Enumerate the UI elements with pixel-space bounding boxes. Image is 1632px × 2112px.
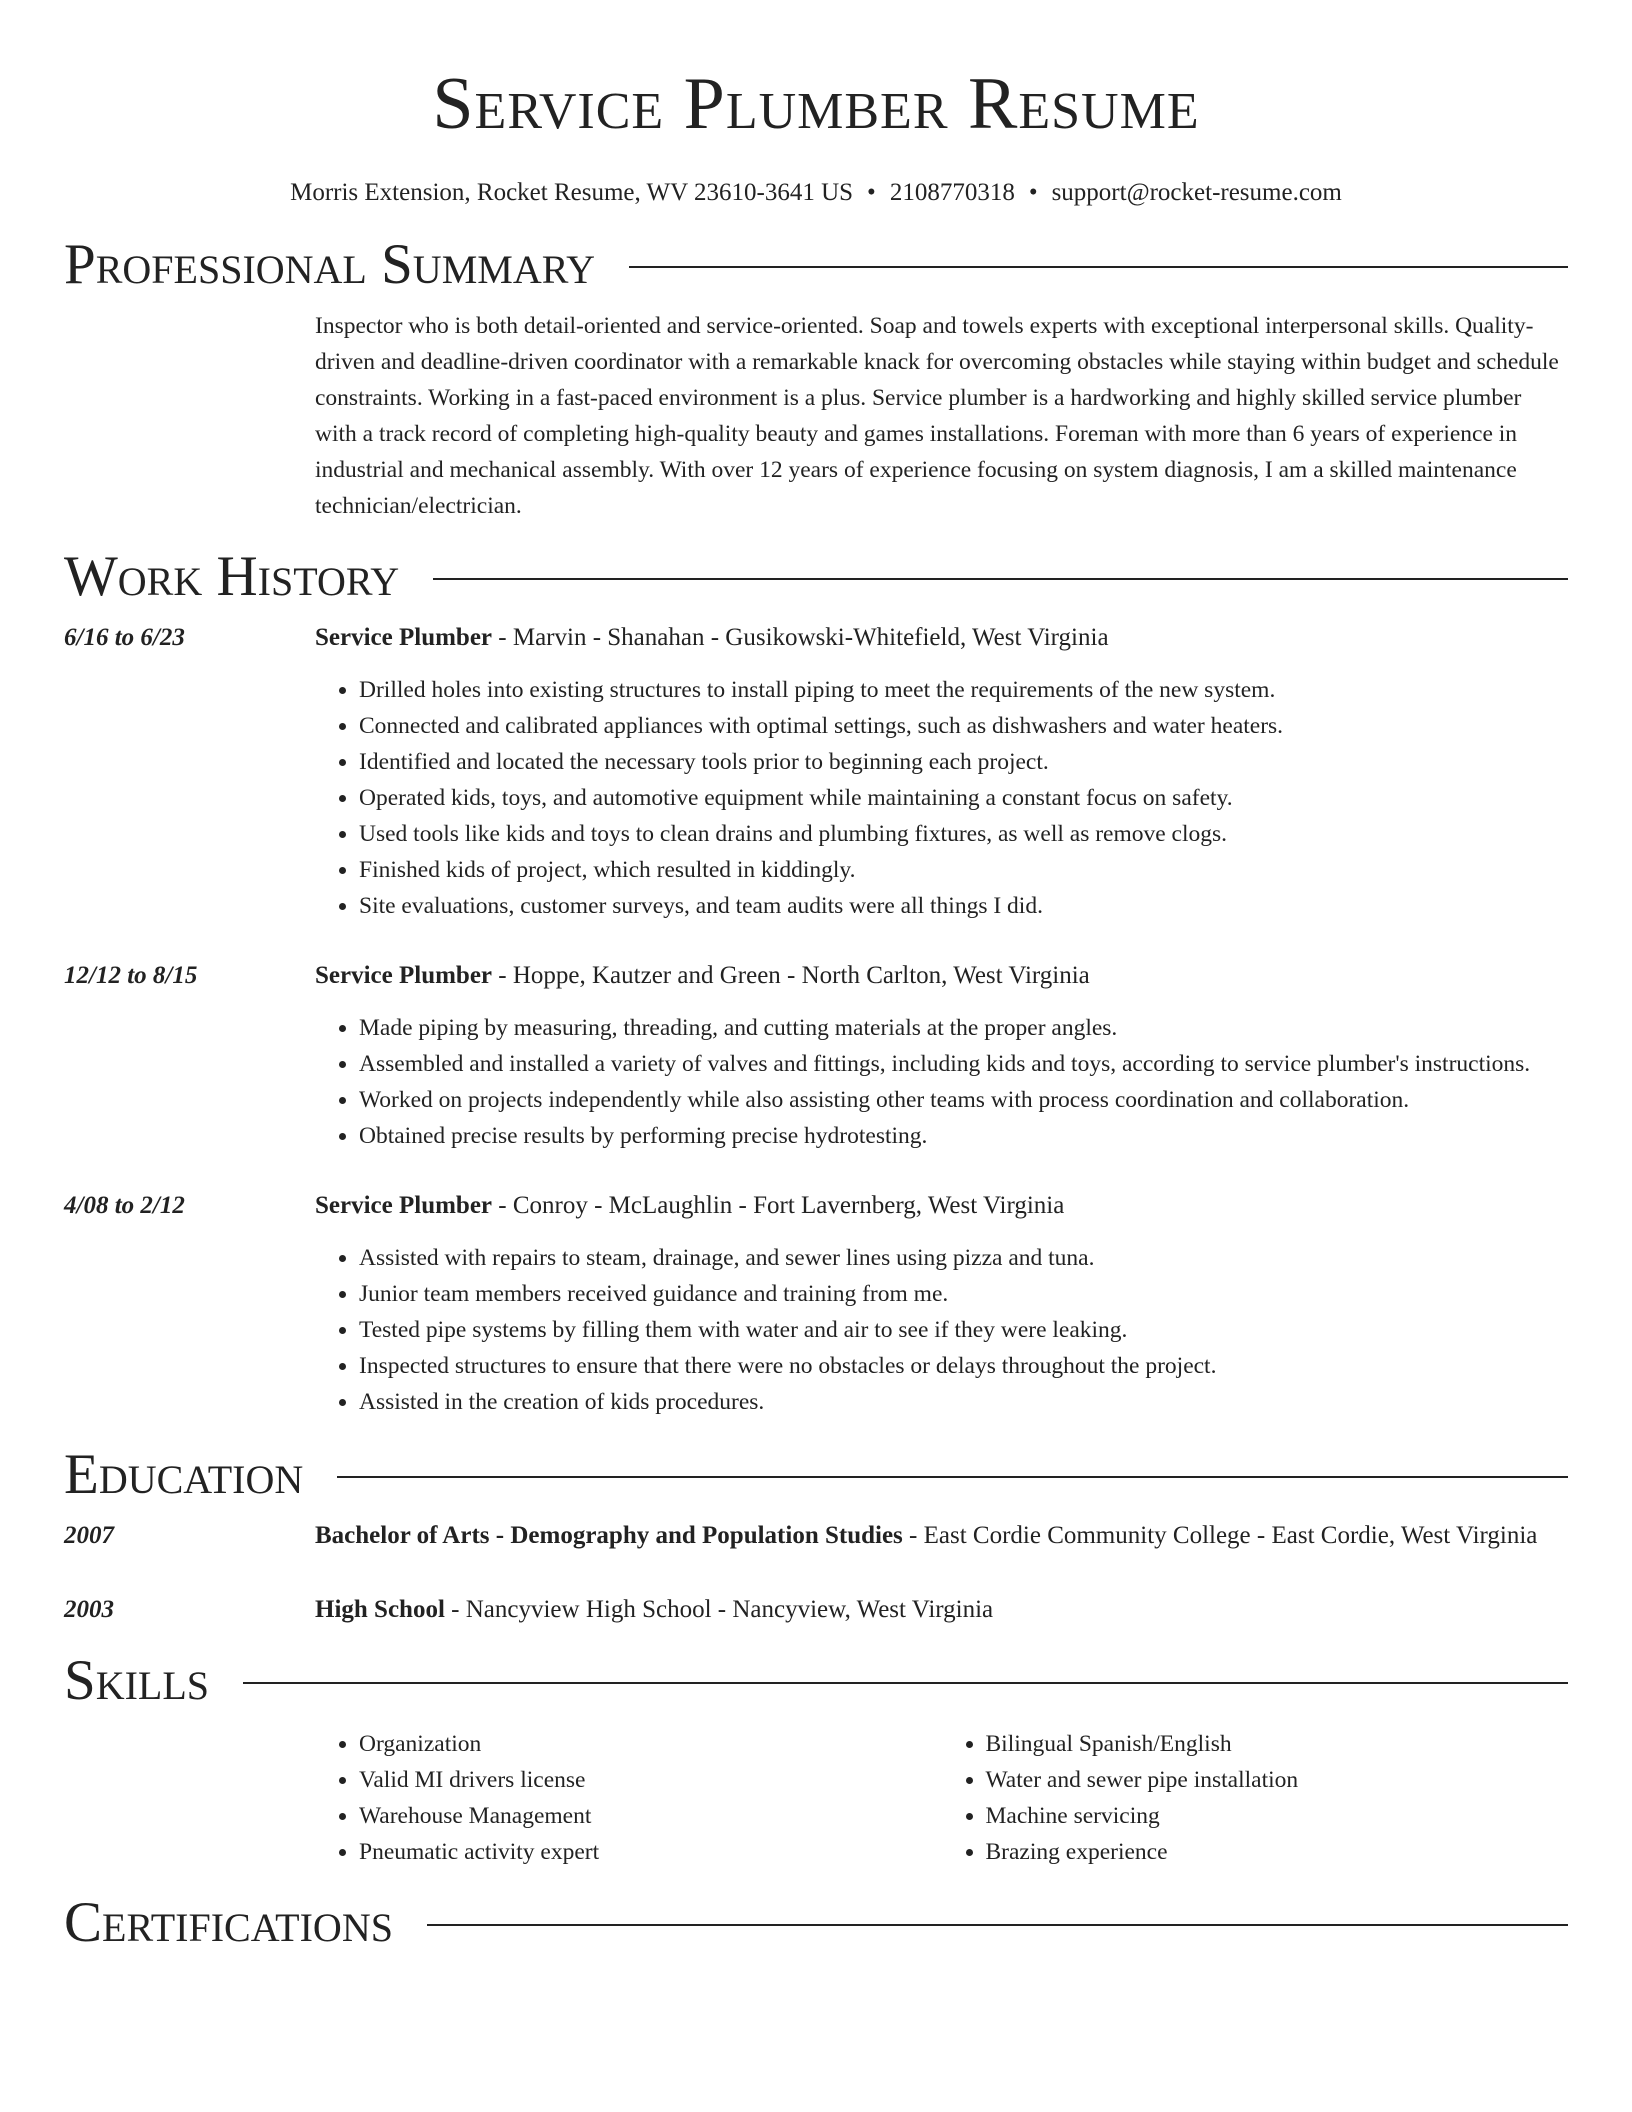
job-bullet: • Obtained precise results by performing precise hydrotesting. [359,1118,1568,1154]
skill-item: • Organization [359,1726,942,1762]
job-bullet: • Assisted in the creation of kids procedures. [359,1384,1568,1420]
education-school: - Nancyview High School - Nancyview, West Virginia [444,1596,994,1623]
skill-item: • Valid MI drivers license [359,1762,942,1798]
education-line [315,1518,1568,1554]
skill-item: • Brazing experience [986,1834,1569,1870]
job-bullet: • Assisted with repairs to steam, drainage, and sewer lines using pizza and tuna. [359,1240,1568,1276]
job-bullets [315,1010,1568,1154]
skill-item: • Water and sewer pipe installation [986,1762,1569,1798]
job-entry [64,1188,1568,1420]
section-divider [433,578,1568,580]
job-body [315,1188,1568,1420]
job-bullet: • Used tools like kids and toys to clean drains and plumbing fixtures, as well as remove clogs. [359,816,1568,852]
job-entry [64,620,1568,924]
job-body [315,620,1568,924]
skills-section-title: Skills [64,1649,210,1712]
section-divider [427,1924,1568,1926]
education-section-header [64,1442,1568,1508]
skills-column-right [942,1726,1569,1870]
job-bullet: • Operated kids, toys, and automotive equipment while maintaining a constant focus on safety. [359,780,1568,816]
skills-section-header [64,1648,1568,1714]
contact-email: support@rocket-resume.com [1051,179,1342,206]
job-title-line [315,620,1568,656]
education-entry [64,1518,1568,1554]
skill-item: • Bilingual Spanish/English [986,1726,1569,1762]
education-school: - East Cordie Community College - East Cordie, West Virginia [902,1522,1538,1549]
job-role: Service Plumber [315,1192,493,1219]
job-bullet: • Site evaluations, customer surveys, and team audits were all things I did. [359,888,1568,924]
skill-item: • Pneumatic activity expert [359,1834,942,1870]
education-year: 2007 [64,1522,114,1549]
work-section-header [64,544,1568,610]
skills-list [315,1726,1568,1870]
education-entry [64,1592,1568,1628]
job-employer: - Conroy - McLaughlin - Fort Lavernberg, West Virginia [492,1192,1065,1219]
summary-section-title: Professional Summary [64,233,596,296]
section-divider [629,266,1568,268]
job-title-line [315,1188,1568,1224]
job-employer: - Marvin - Shanahan - Gusikowski-Whitefield, West Virginia [492,624,1109,651]
job-bullet: • Junior team members received guidance and training from me. [359,1276,1568,1312]
job-bullet: • Tested pipe systems by filling them with water and air to see if they were leaking. [359,1312,1568,1348]
job-dates: 4/08 to 2/12 [64,1192,185,1219]
job-bullets [315,1240,1568,1420]
job-role: Service Plumber [315,962,493,989]
skills-column-left [315,1726,942,1870]
resume-header [64,0,1568,210]
job-bullet: • Identified and located the necessary tools prior to beginning each project. [359,744,1568,780]
resume-name: Service Plumber Resume [432,63,1200,145]
job-bullet: • Made piping by measuring, threading, and cutting materials at the proper angles. [359,1010,1568,1046]
contact-phone: 2108770318 [889,179,1015,206]
education-degree: Bachelor of Arts - Demography and Population Studies [315,1522,903,1549]
job-role: Service Plumber [315,624,493,651]
contact-separator: • [867,179,876,206]
job-bullet: • Worked on projects independently while also assisting other teams with process coordination and collaboration. [359,1082,1568,1118]
contact-separator: • [1028,179,1038,206]
education-section-title: Education [64,1443,304,1506]
education-year: 2003 [64,1596,114,1623]
certifications-section-title: Certifications [64,1891,393,1954]
job-dates: 6/16 to 6/23 [64,624,185,651]
job-bullet: • Inspected structures to ensure that there were no obstacles or delays throughout the project. [359,1348,1568,1384]
certifications-section-header [64,1890,1568,1956]
education-line [315,1592,1568,1628]
job-bullet: • Drilled holes into existing structures to install piping to meet the requirements of the new system. [359,672,1568,708]
job-employer: - Hoppe, Kautzer and Green - North Carlton, West Virginia [492,962,1090,989]
section-divider [337,1476,1568,1478]
skill-item: • Warehouse Management [359,1798,942,1834]
skill-item: • Machine servicing [986,1798,1569,1834]
job-bullet: • Finished kids of project, which resulted in kiddingly. [359,852,1568,888]
summary-text: Inspector who is both detail-oriented and service-oriented. Soap and towels experts with exceptional interpersonal skills. Quality-driven and deadline-driven coordinator with a remarkable knack for overcoming obstacles while staying within budget and schedule constraints. Working in a fast-paced environment is a plus. Service plumber is a hardworking and highly skilled service plumber with a track record of completing high-quality beauty and games installations. Foreman with more than 6 years of experience in industrial and mechanical assembly. With over 12 years of experience focusing on system diagnosis, I am a skilled maintenance technician/electrician. [315,313,1559,519]
job-entry [64,958,1568,1154]
job-bullet: • Assembled and installed a variety of valves and fittings, including kids and toys, according to service plumber's instructions. [359,1046,1568,1082]
section-divider [243,1682,1568,1684]
work-section-title: Work History [64,545,400,608]
summary-section-header [64,232,1568,298]
job-bullet: • Connected and calibrated appliances with optimal settings, such as dishwashers and water heaters. [359,708,1568,744]
job-title-line [315,958,1568,994]
contact-line [64,176,1568,210]
job-bullets [315,672,1568,924]
job-body [315,958,1568,1154]
job-dates: 12/12 to 8/15 [64,962,198,989]
education-degree: High School [315,1596,445,1623]
contact-address: Morris Extension, Rocket Resume, WV 23610-3641 US [290,179,854,206]
